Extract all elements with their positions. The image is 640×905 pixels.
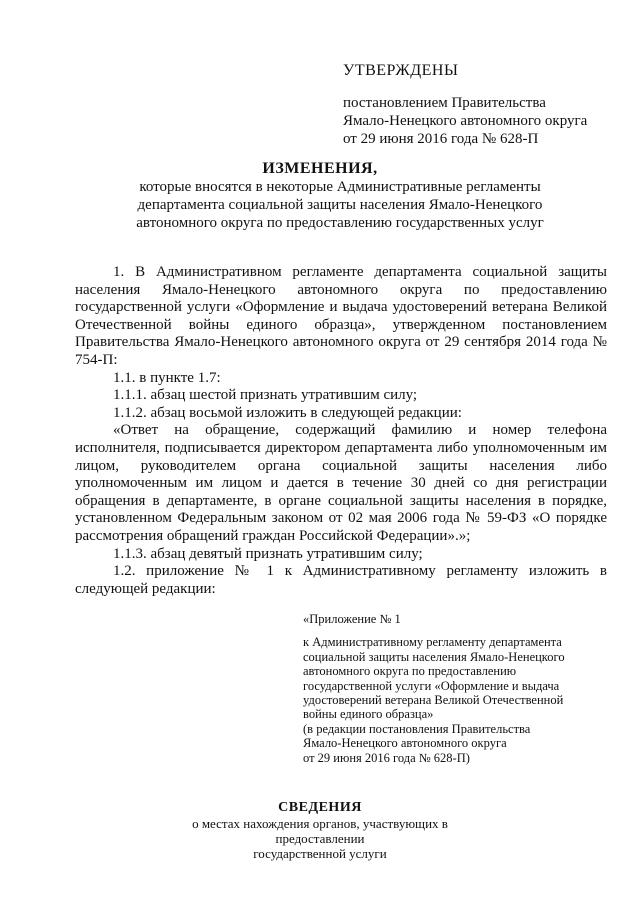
- paragraph-1: 1. В Административном регламенте департамента социальной защиты населения Ямало-Ненецкого автономного округа по предоставлению государственной услуги «Оформление и выдача удостоверений ветерана Великой Отечественной войны единого образца», утвержденном постановлением Правительства Ямало-Ненецкого автономного округа от 29 сентября 2014 года № 754-П:: [75, 264, 607, 368]
- info-subtitle-line-2: государственной услуги: [253, 846, 387, 861]
- info-title: СВЕДЕНИЯ: [278, 800, 362, 815]
- paragraph-quote: «Ответ на обращение, содержащий фамилию и номер телефона исполнителя, подписывается директором департамента либо уполномоченным им лицом, руководителем органа социальной защиты населения либо уполномоченным им лицом и дается в течение 30 дней со дня регистрации обращения в департаменте, в органе социальной защиты населения в порядке, установленном Федеральным законом от 02 мая 2006 года № 59-ФЗ «О порядке рассмотрения обращений граждан Российской Федерации».»;: [75, 422, 607, 544]
- appendix-block: [303, 612, 603, 765]
- paragraph-1-2: 1.2. приложение № 1 к Административному регламенту изложить в следующей редакции:: [75, 563, 607, 597]
- changes-title: ИЗМЕНЕНИЯ,: [262, 160, 378, 177]
- document-body: [75, 264, 607, 598]
- approval-title: УТВЕРЖДЕНЫ: [343, 62, 459, 79]
- paragraph-1-1: 1.1. в пункте 1.7:: [113, 369, 221, 386]
- paragraph-1-1-3: 1.1.3. абзац девятый признать утратившим силу;: [113, 545, 423, 562]
- appendix-line: удостоверений ветерана Великой Отечественной: [303, 693, 564, 708]
- appendix-title: «Приложение № 1: [303, 612, 401, 626]
- appendix-line: автономного округа по предоставлению: [303, 664, 517, 679]
- paragraph-1-1-1: 1.1.1. абзац шестой признать утратившим силу;: [113, 387, 418, 404]
- approval-block: [343, 62, 623, 148]
- appendix-line: Ямало-Ненецкого автономного округа: [303, 736, 507, 751]
- appendix-line: социальной защиты населения Ямало-Ненецкого: [303, 649, 565, 664]
- appendix-line: государственной услуги «Оформление и выдача: [303, 678, 560, 693]
- info-subtitle-line-1: о местах нахождения органов, участвующих в предоставлении: [192, 816, 448, 846]
- appendix-line: (в редакции постановления Правительства: [303, 721, 531, 736]
- appendix-line: от 29 июня 2016 года № 628-П): [303, 750, 470, 765]
- changes-subtitle: которые вносятся в некоторые Административные регламенты департамента социальной защиты населения Ямало-Ненецкого автономного округа по предоставлению государственных услуг: [136, 179, 544, 231]
- approval-line-3: от 29 июня 2016 года № 628-П: [343, 131, 539, 147]
- approval-line-2: Ямало-Ненецкого автономного округа: [343, 113, 588, 129]
- paragraph-1-1-2: 1.1.2. абзац восьмой изложить в следующей редакции:: [113, 404, 462, 421]
- info-subtitle: [150, 816, 490, 861]
- appendix-line: к Административному регламенту департамента: [303, 635, 562, 650]
- approval-line-1: постановлением Правительства: [343, 95, 546, 111]
- appendix-line: войны единого образца»: [303, 707, 434, 722]
